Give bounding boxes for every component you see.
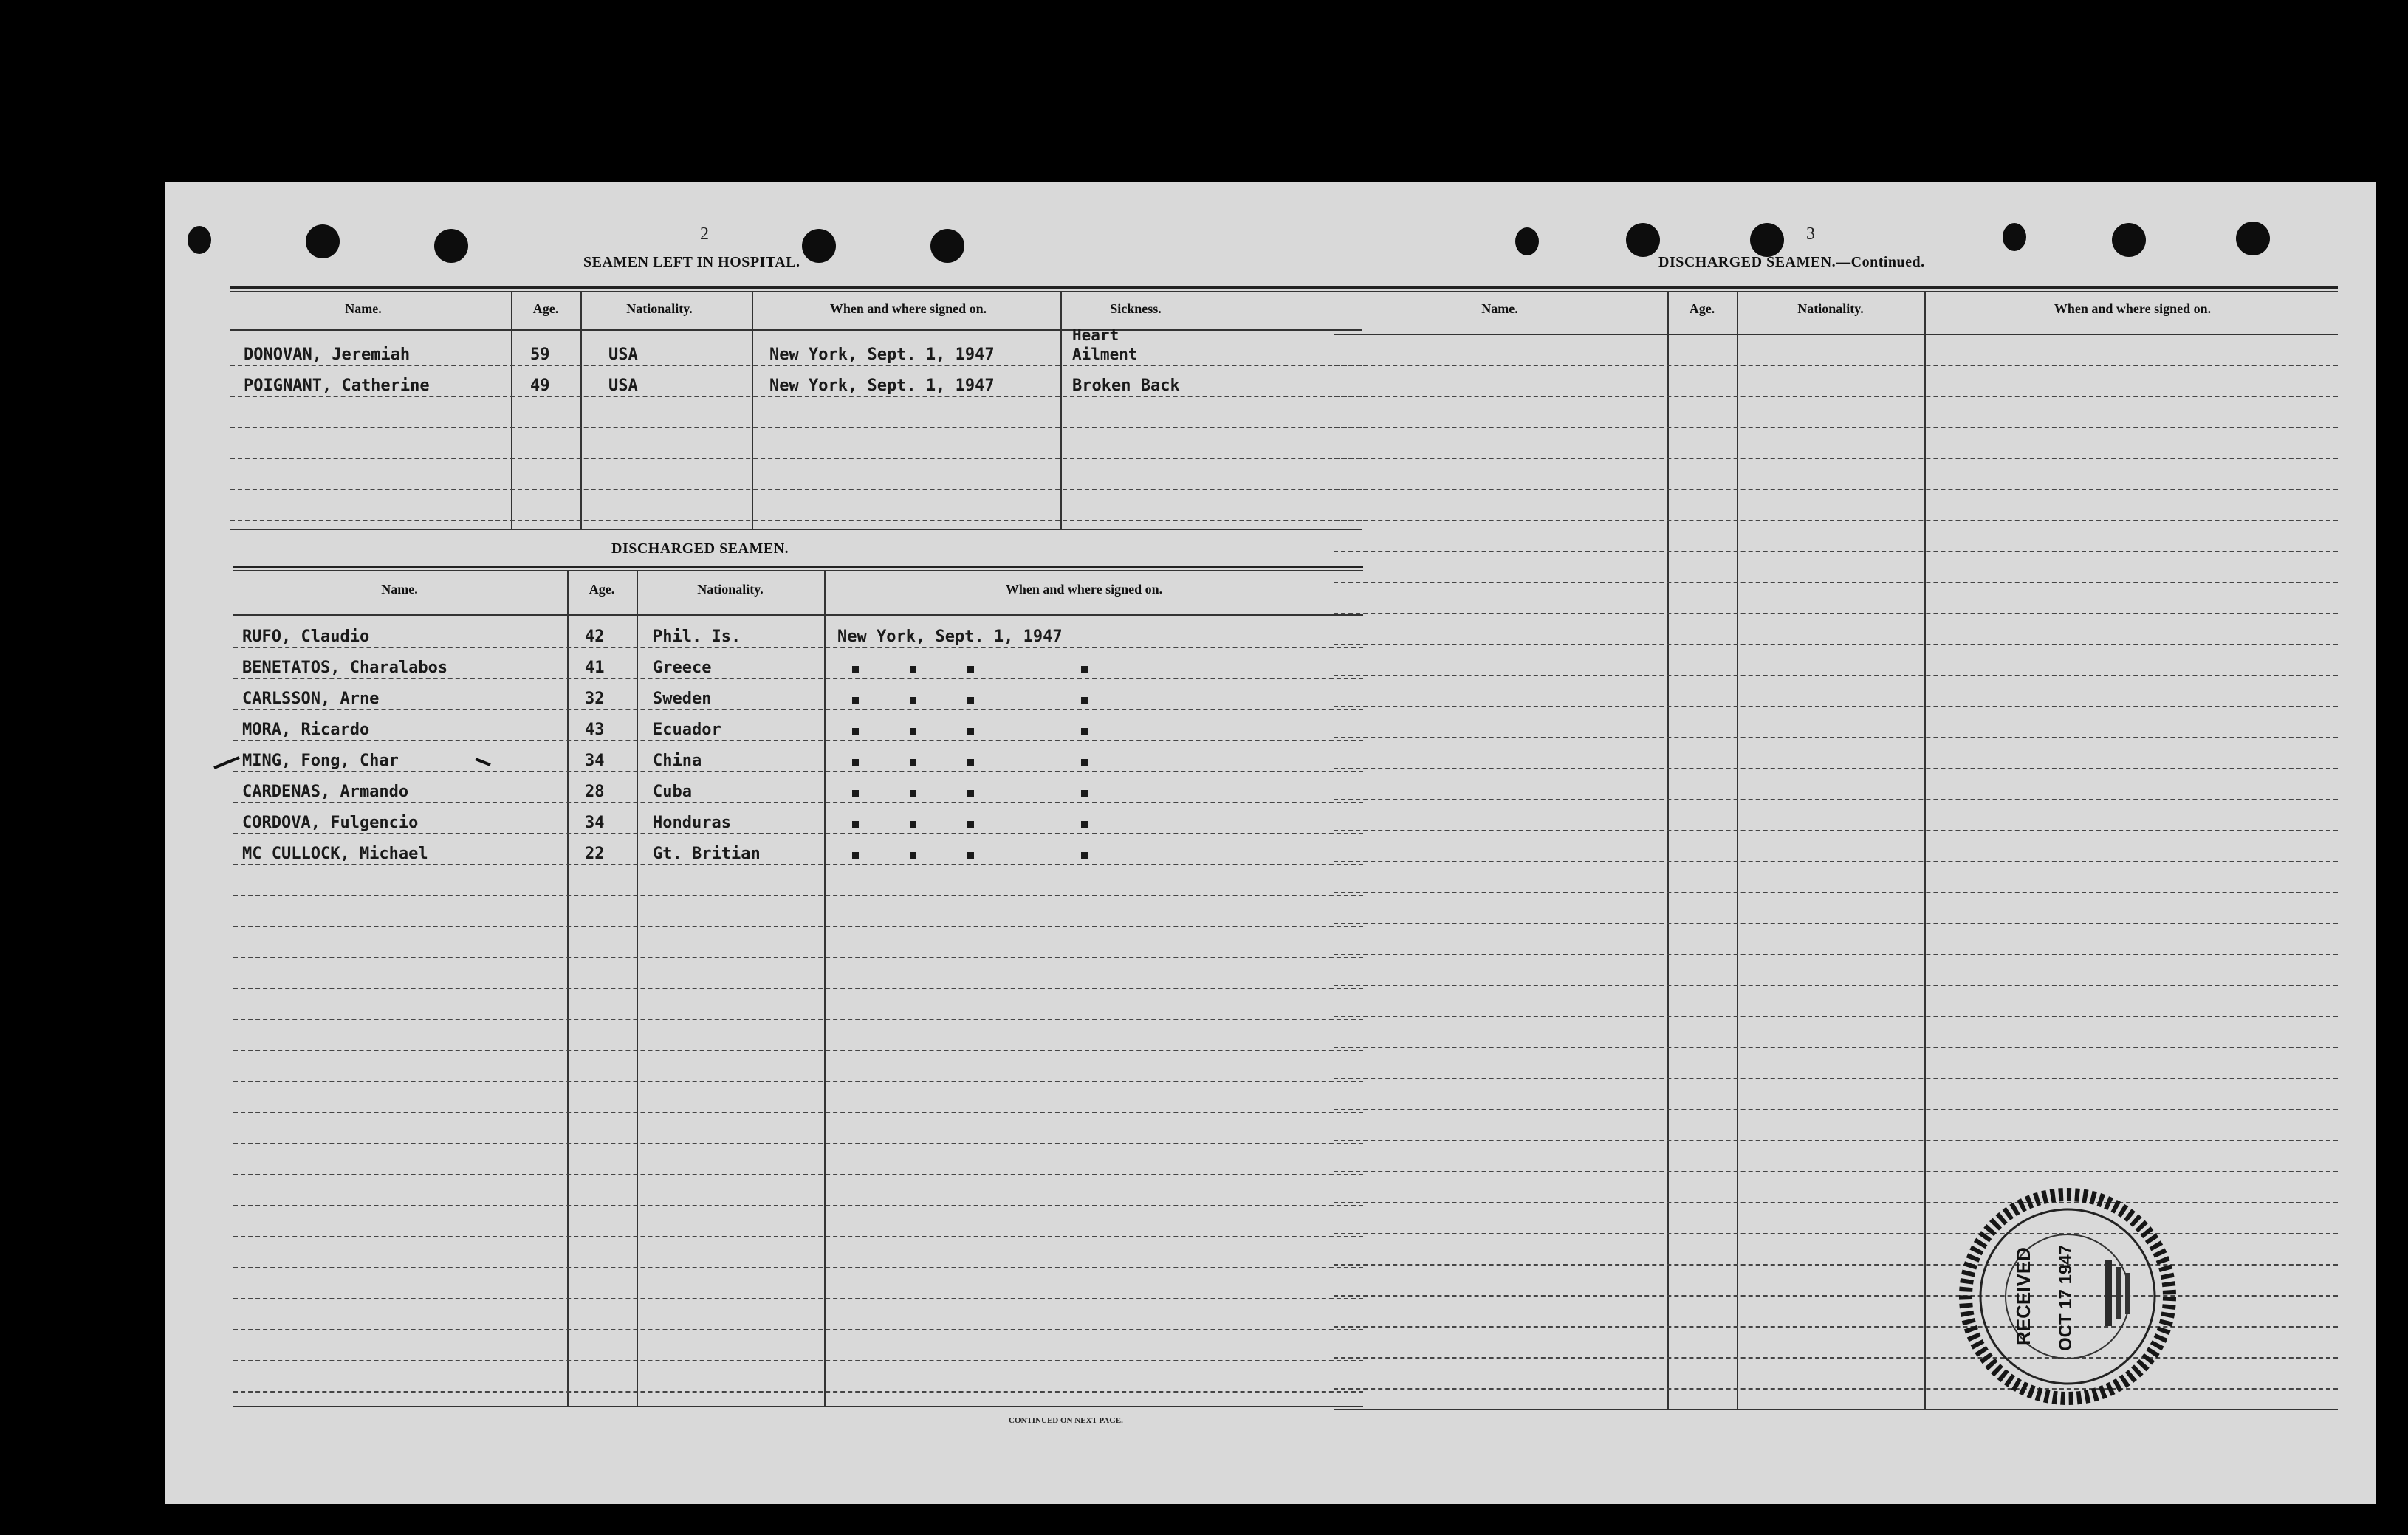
sickness: Heart <box>1072 326 1119 344</box>
seaman-nationality: Ecuador <box>653 721 721 739</box>
column-header: Age. <box>1689 301 1715 316</box>
seaman-age: 42 <box>585 628 605 646</box>
punch-hole <box>306 224 340 258</box>
column-header: Age. <box>589 582 615 597</box>
continued-note: CONTINUED ON NEXT PAGE. <box>1009 1416 1123 1425</box>
column-header: Nationality. <box>626 301 693 316</box>
seaman-name: MORA, Ricardo <box>242 721 370 739</box>
discharged-section-title: DISCHARGED SEAMEN. <box>611 540 789 557</box>
seaman-age: 34 <box>585 752 605 770</box>
signed-on: New York, Sept. 1, 1947 <box>837 628 1063 646</box>
seaman-nationality: Honduras <box>653 814 731 832</box>
column-header: Name. <box>381 582 418 597</box>
seaman-age: 59 <box>530 346 550 364</box>
punch-hole <box>434 229 468 263</box>
page-number: 3 <box>1806 224 1815 244</box>
column-header: Age. <box>532 301 559 316</box>
seaman-age: 28 <box>585 783 605 801</box>
seaman-age: 34 <box>585 814 605 832</box>
column-header: Sickness. <box>1110 301 1162 316</box>
received-stamp <box>1957 1186 2178 1407</box>
seaman-nationality: China <box>653 752 702 770</box>
punch-hole <box>2112 223 2146 257</box>
punch-hole <box>188 226 211 254</box>
seaman-nationality: Gt. Britian <box>653 845 761 863</box>
column-header: When and where signed on. <box>829 301 987 316</box>
seaman-nationality: Cuba <box>653 783 692 801</box>
seaman-name: BENETATOS, Charalabos <box>242 659 448 677</box>
column-header: Name. <box>345 301 382 316</box>
pen-mark <box>210 743 623 780</box>
punch-hole <box>2003 223 2026 251</box>
column-header: Nationality. <box>1797 301 1864 316</box>
seaman-name: RUFO, Claudio <box>242 628 370 646</box>
document-sheet <box>165 182 2376 1504</box>
stamp-date-text: OCT 17 1947 <box>2056 1244 2076 1352</box>
punch-hole <box>930 229 964 263</box>
seaman-name: POIGNANT, Catherine <box>244 377 430 395</box>
seaman-age: 49 <box>530 377 550 395</box>
sickness: Ailment <box>1072 346 1138 363</box>
seaman-nationality: USA <box>608 377 638 395</box>
punch-hole <box>1626 223 1660 257</box>
column-header: Nationality. <box>697 582 764 597</box>
seaman-name: MC CULLOCK, Michael <box>242 845 428 863</box>
punch-hole <box>2236 222 2270 255</box>
column-header: Name. <box>1481 301 1518 316</box>
column-header: When and where signed on. <box>2054 301 2212 316</box>
seaman-name: MING, Fong, Char <box>242 752 399 770</box>
discharged-continued-title: DISCHARGED SEAMEN.—Continued. <box>1658 254 1925 270</box>
seaman-name: DONOVAN, Jeremiah <box>244 346 411 364</box>
punch-hole <box>802 229 836 263</box>
page-number: 2 <box>700 224 709 244</box>
punch-hole <box>1750 223 1784 257</box>
signed-on: New York, Sept. 1, 1947 <box>769 377 995 395</box>
signed-on: New York, Sept. 1, 1947 <box>769 346 995 364</box>
sickness: Broken Back <box>1072 377 1180 395</box>
seaman-age: 43 <box>585 721 605 739</box>
seaman-nationality: USA <box>608 346 638 364</box>
seaman-name: CARLSSON, Arne <box>242 690 380 708</box>
seaman-age: 22 <box>585 845 605 863</box>
seaman-nationality: Greece <box>653 659 712 677</box>
column-header: When and where signed on. <box>1005 582 1163 597</box>
seaman-nationality: Sweden <box>653 690 712 708</box>
hospital-section-title: SEAMEN LEFT IN HOSPITAL. <box>583 254 800 270</box>
seaman-age: 32 <box>585 690 605 708</box>
seaman-age: 41 <box>585 659 605 677</box>
stamp-received-text: RECEIVED <box>2011 1247 2034 1345</box>
seaman-name: CORDOVA, Fulgencio <box>242 814 419 832</box>
punch-hole <box>1515 227 1539 255</box>
seaman-nationality: Phil. Is. <box>653 628 741 646</box>
seaman-name: CARDENAS, Armando <box>242 783 409 801</box>
